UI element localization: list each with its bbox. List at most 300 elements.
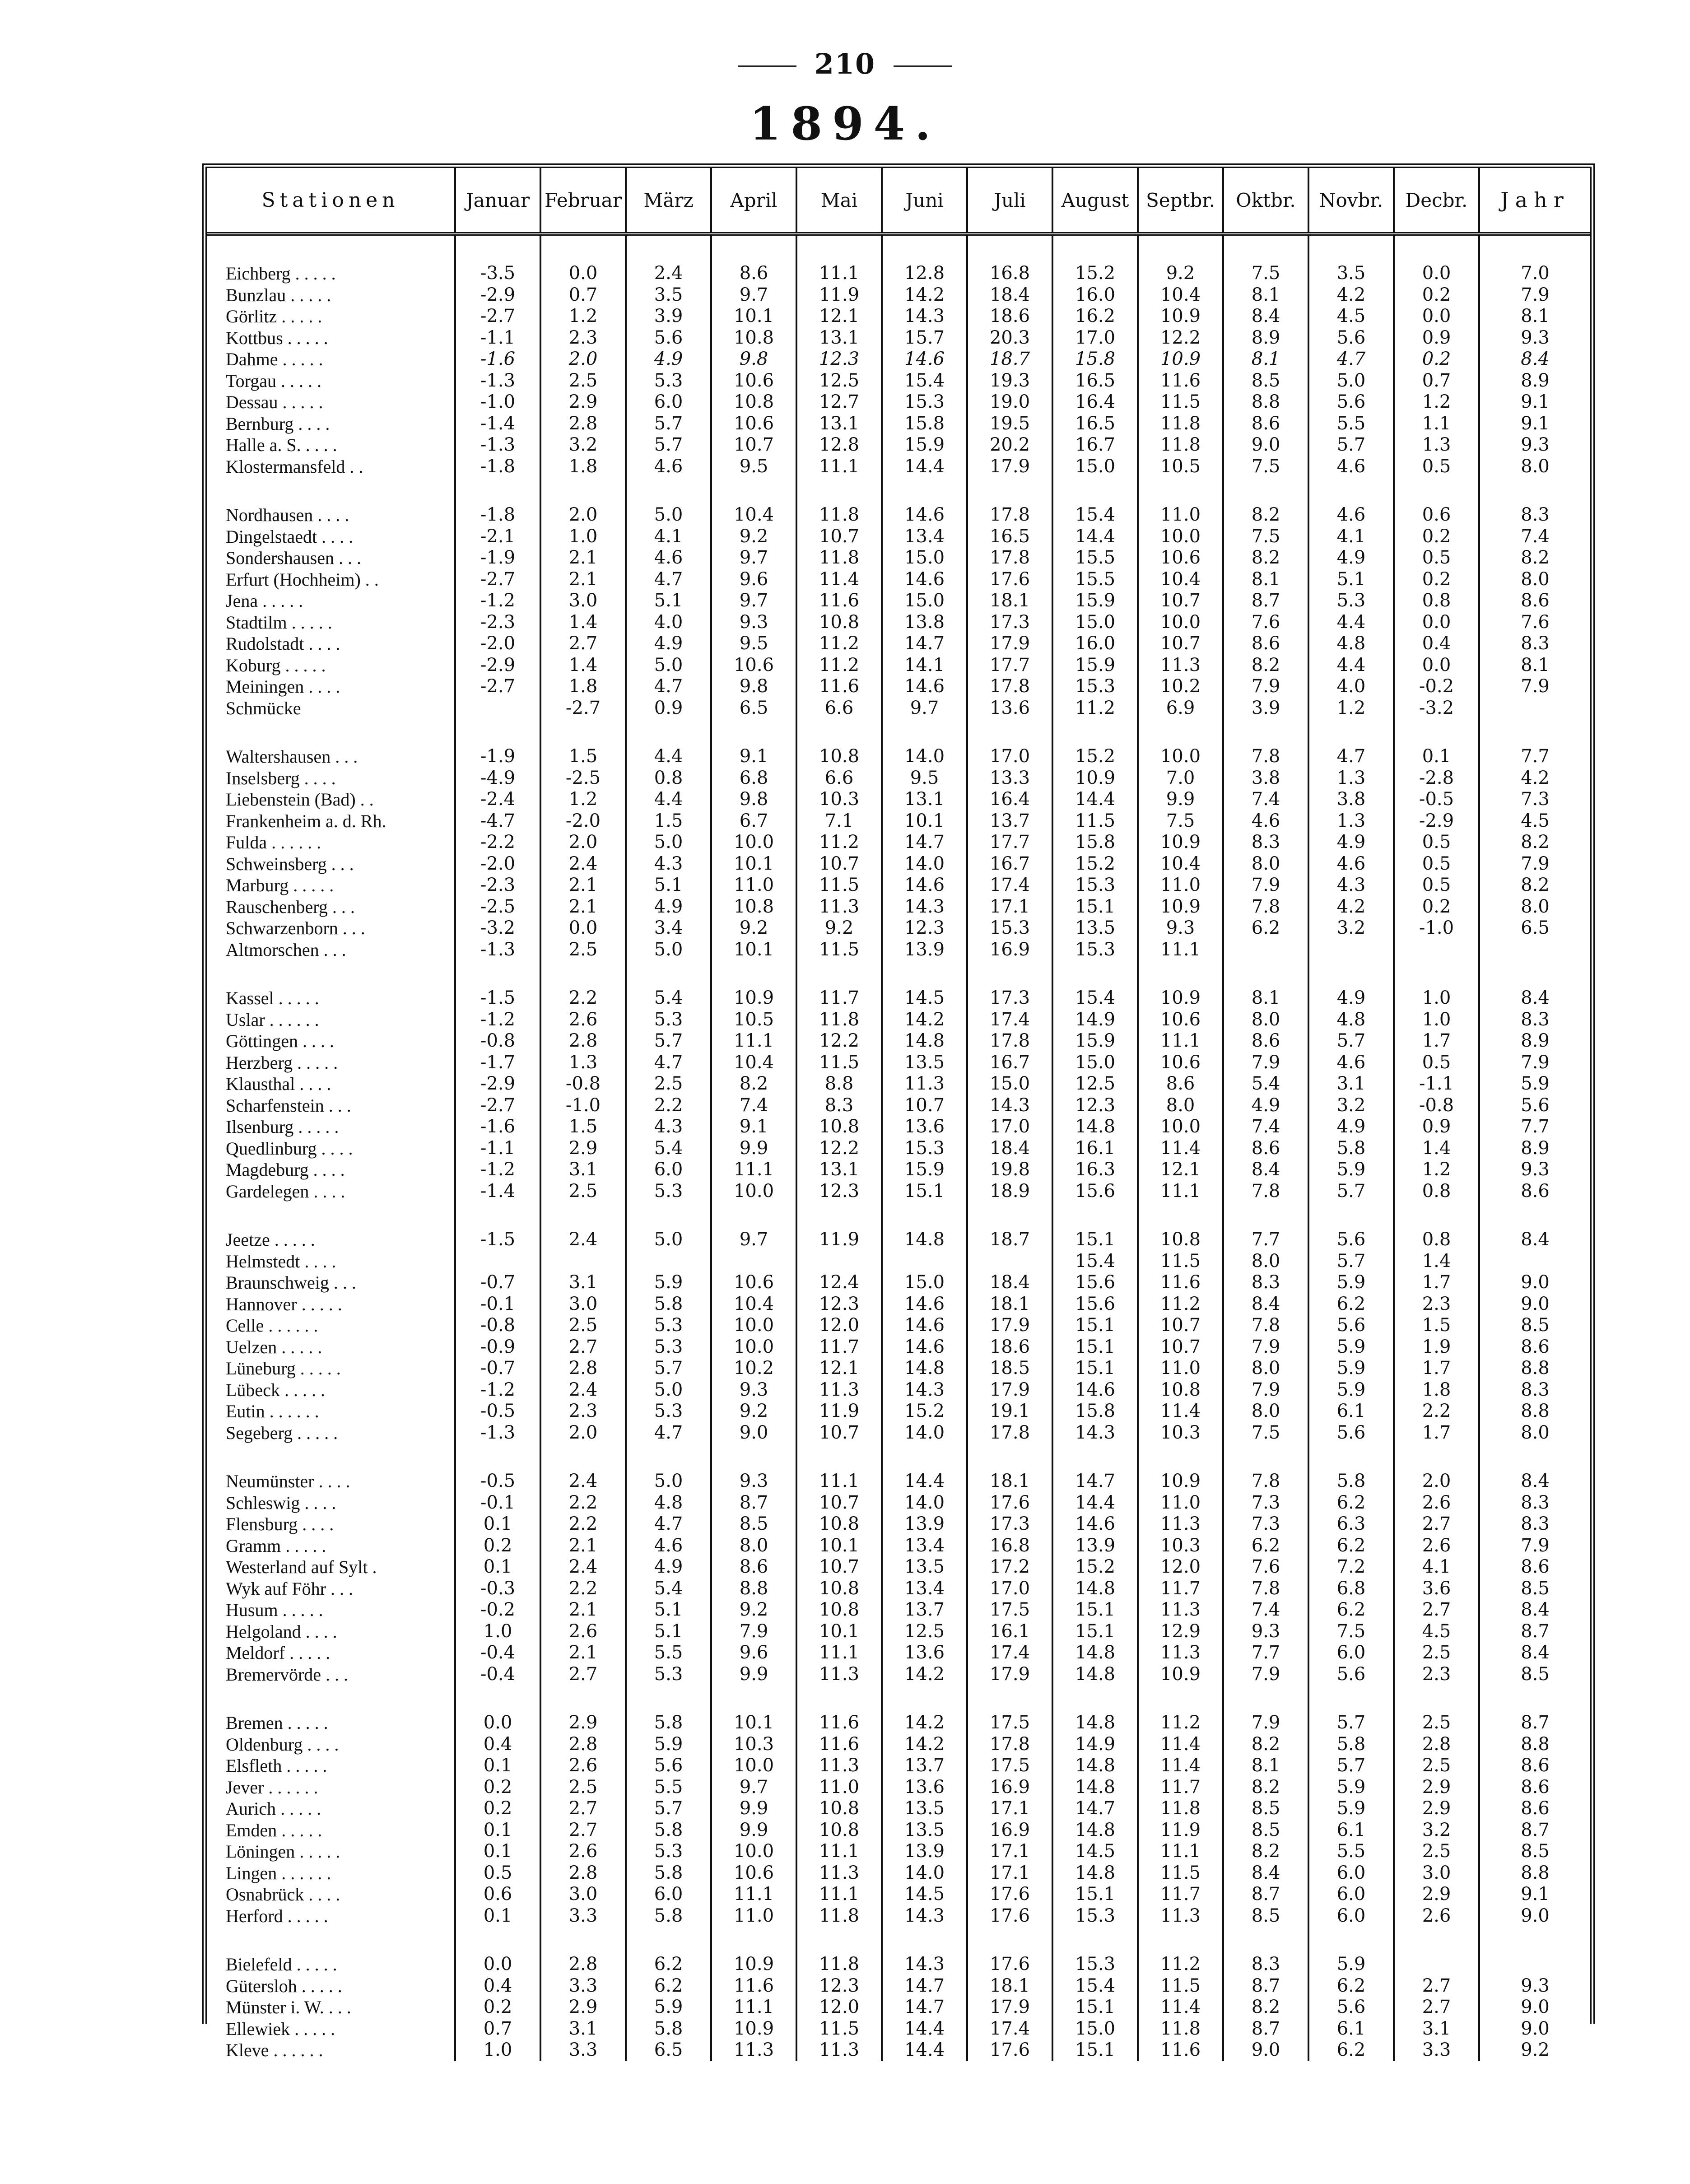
month-value: 4.3: [626, 853, 711, 875]
month-value: 10.9: [1138, 349, 1223, 370]
month-value: 11.8: [796, 1009, 882, 1031]
month-value: 9.5: [711, 456, 796, 478]
station-name: Rauschenberg . . .: [207, 896, 455, 918]
month-value: 14.6: [882, 569, 967, 591]
month-value: 0.0: [1394, 263, 1479, 284]
station-name: Wyk auf Föhr . . .: [207, 1578, 455, 1600]
month-value: 5.9: [1308, 1798, 1394, 1820]
header-row: [207, 168, 1590, 234]
month-value: 1.7: [1394, 1422, 1479, 1444]
month-value: 8.4: [1223, 1863, 1308, 1884]
month-value: 7.9: [1223, 1664, 1308, 1686]
spacer-cell: [626, 960, 711, 987]
month-value: 6.2: [1308, 2040, 1394, 2061]
station-name: Schleswig . . . .: [207, 1492, 455, 1514]
month-value: 2.1: [540, 1599, 626, 1621]
month-value: 3.5: [626, 284, 711, 306]
month-value: 17.0: [967, 746, 1052, 768]
month-value: 14.2: [882, 1009, 967, 1031]
station-name: Braunschweig . . .: [207, 1272, 455, 1294]
month-value: 1.0: [1394, 987, 1479, 1009]
spacer-cell: [1479, 1444, 1590, 1471]
year-value: 8.0: [1521, 456, 1550, 477]
month-value: 2.1: [540, 1535, 626, 1557]
spacer-cell: [1308, 960, 1394, 987]
month-value: 0.2: [455, 1777, 540, 1798]
month-value: 17.1: [967, 1841, 1052, 1863]
month-value: 8.6: [1223, 1138, 1308, 1160]
spacer-cell: [1308, 477, 1394, 504]
spacer-cell: [207, 477, 455, 504]
month-value: 19.1: [967, 1401, 1052, 1422]
month-value: 17.1: [967, 1798, 1052, 1820]
month-value: 9.5: [711, 633, 796, 655]
month-value: 17.9: [967, 1664, 1052, 1686]
month-value: 8.2: [1223, 504, 1308, 526]
month-value: 7.9: [1223, 1052, 1308, 1074]
group-spacer: [207, 477, 1590, 504]
month-value: 15.3: [1052, 1905, 1138, 1927]
station-name: Osnabrück . . . .: [207, 1884, 455, 1905]
month-value: -0.7: [455, 1272, 540, 1294]
month-value: 4.4: [1308, 655, 1394, 676]
month-value: 11.1: [711, 1997, 796, 2018]
month-value: -1.2: [455, 590, 540, 612]
spacer-cell: [455, 1685, 540, 1712]
month-value: 11.3: [796, 1863, 882, 1884]
station-name: Segeberg . . . . .: [207, 1422, 455, 1444]
month-value: 2.2: [540, 1513, 626, 1535]
month-value: 8.6: [1223, 633, 1308, 655]
month-value: 11.3: [796, 1755, 882, 1777]
table-row: [207, 875, 1590, 896]
month-value: 17.8: [967, 1030, 1052, 1052]
table-row: [207, 504, 1590, 526]
month-value: 19.3: [967, 370, 1052, 392]
table-row: [207, 1030, 1590, 1052]
month-value: 0.5: [1394, 1052, 1479, 1074]
year-value: 9.1: [1521, 413, 1550, 434]
month-value: 1.7: [1394, 1272, 1479, 1294]
month-value: 14.0: [882, 746, 967, 768]
month-value: 5.6: [626, 327, 711, 349]
month-value: 8.5: [711, 1513, 796, 1535]
month-value: 6.0: [1308, 1884, 1394, 1905]
spacer-cell: [796, 1444, 882, 1471]
header-cell: Novbr.: [1308, 168, 1394, 234]
month-value: 15.1: [1052, 1884, 1138, 1905]
month-value: 14.5: [882, 1884, 967, 1905]
year-value: 9.0: [1521, 1997, 1550, 2018]
month-value: 17.3: [967, 612, 1052, 633]
month-value: 10.7: [882, 1095, 967, 1117]
month-value: 10.4: [1138, 284, 1223, 306]
month-value: 14.8: [882, 1229, 967, 1251]
month-value: 12.3: [796, 1975, 882, 1997]
table-row: [207, 789, 1590, 810]
month-value: 7.5: [1223, 263, 1308, 284]
month-value: 8.2: [1223, 1777, 1308, 1798]
month-value: 11.4: [1138, 1401, 1223, 1422]
month-value: 15.3: [1052, 1954, 1138, 1975]
month-value: [1394, 939, 1479, 961]
month-value: 5.0: [626, 1379, 711, 1401]
month-value: 11.1: [796, 263, 882, 284]
spacer-cell: [1394, 1927, 1479, 1954]
month-value: 8.7: [711, 1492, 796, 1514]
month-value: 11.3: [796, 1664, 882, 1686]
month-value: 8.6: [1223, 413, 1308, 435]
month-value: 6.1: [1308, 2018, 1394, 2040]
month-value: 5.6: [1308, 391, 1394, 413]
table-row: [207, 1009, 1590, 1031]
month-value: 8.2: [1223, 655, 1308, 676]
month-value: 3.1: [1308, 1073, 1394, 1095]
spacer-cell: [1052, 1927, 1138, 1954]
month-value: 4.1: [626, 526, 711, 548]
month-value: 3.6: [1394, 1578, 1479, 1600]
month-value: 4.9: [626, 1556, 711, 1578]
month-value: 11.4: [1138, 1734, 1223, 1756]
station-name: Löningen . . . . .: [207, 1841, 455, 1863]
month-value: 11.3: [1138, 1642, 1223, 1664]
table-row: [207, 1181, 1590, 1202]
table-row: [207, 698, 1590, 719]
month-value: 7.8: [1223, 746, 1308, 768]
month-value: 10.9: [711, 987, 796, 1009]
year-value: 9.0: [1521, 1272, 1550, 1293]
month-value: -1.0: [455, 391, 540, 413]
month-value: 11.5: [1138, 1863, 1223, 1884]
month-value: 5.6: [626, 1755, 711, 1777]
month-value: 10.6: [1138, 1052, 1223, 1074]
table-row: [207, 655, 1590, 676]
month-value: 11.1: [711, 1030, 796, 1052]
month-value: 13.5: [1052, 917, 1138, 939]
month-value: 6.0: [1308, 1863, 1394, 1884]
month-value: 4.6: [626, 547, 711, 569]
month-value: 4.4: [626, 789, 711, 810]
table-row: [207, 1159, 1590, 1181]
month-value: [1394, 1954, 1479, 1975]
month-value: 11.4: [1138, 1997, 1223, 2018]
station-name: Schweinsberg . . .: [207, 853, 455, 875]
month-value: 8.0: [1223, 853, 1308, 875]
year-value: 8.4: [1521, 1599, 1550, 1621]
month-value: 2.9: [1394, 1884, 1479, 1905]
month-value: 14.6: [882, 1315, 967, 1336]
table-row: [207, 284, 1590, 306]
month-value: 1.5: [1394, 1315, 1479, 1336]
month-value: 17.8: [967, 1422, 1052, 1444]
month-value: 12.4: [796, 1272, 882, 1294]
month-value: 1.1: [1394, 413, 1479, 435]
station-name: Meldorf . . . . .: [207, 1642, 455, 1664]
table-row: [207, 1863, 1590, 1884]
month-value: 11.3: [1138, 1513, 1223, 1535]
month-value: 9.8: [711, 676, 796, 698]
month-value: 10.9: [1138, 1664, 1223, 1686]
month-value: 1.3: [1308, 768, 1394, 789]
spacer-cell: [207, 234, 455, 263]
month-value: 16.8: [967, 1535, 1052, 1557]
group-spacer: [207, 1444, 1590, 1471]
month-value: 14.9: [1052, 1009, 1138, 1031]
spacer-cell: [711, 1444, 796, 1471]
month-value: 5.1: [1308, 569, 1394, 591]
spacer-cell: [711, 1202, 796, 1229]
month-value: 11.7: [1138, 1777, 1223, 1798]
month-value: 10.8: [796, 1578, 882, 1600]
month-value: 16.7: [967, 1052, 1052, 1074]
month-value: 7.9: [711, 1621, 796, 1643]
month-value: 14.1: [882, 655, 967, 676]
header-cell: Jahr: [1479, 168, 1590, 234]
year-value: 8.3: [1521, 1513, 1550, 1535]
month-value: 5.4: [626, 987, 711, 1009]
table-row: [207, 569, 1590, 591]
month-value: 5.9: [626, 1272, 711, 1294]
month-value: 15.6: [1052, 1294, 1138, 1315]
month-value: 7.1: [796, 810, 882, 832]
table-row: [207, 1884, 1590, 1905]
month-value: 10.9: [711, 2018, 796, 2040]
month-value: 14.7: [1052, 1471, 1138, 1492]
station-name: Kottbus . . . . .: [207, 327, 455, 349]
month-value: 17.1: [967, 896, 1052, 918]
month-value: -0.5: [455, 1471, 540, 1492]
month-value: 7.6: [1223, 612, 1308, 633]
header-cell: Septbr.: [1138, 168, 1223, 234]
table-row: [207, 1642, 1590, 1664]
station-name: Lüneburg . . . . .: [207, 1358, 455, 1379]
month-value: 6.2: [626, 1975, 711, 1997]
month-value: -4.7: [455, 810, 540, 832]
table-row: [207, 547, 1590, 569]
month-value: 2.5: [540, 939, 626, 961]
month-value: 12.2: [796, 1138, 882, 1160]
month-value: 15.4: [1052, 504, 1138, 526]
month-value: 14.3: [882, 306, 967, 327]
month-value: 15.3: [882, 1138, 967, 1160]
month-value: 11.6: [796, 676, 882, 698]
month-value: 2.0: [540, 504, 626, 526]
month-value: 7.6: [1223, 1556, 1308, 1578]
month-value: 4.6: [1308, 456, 1394, 478]
month-value: 4.7: [1308, 349, 1394, 370]
month-value: 10.0: [1138, 746, 1223, 768]
month-value: 4.7: [626, 676, 711, 698]
spacer-cell: [626, 719, 711, 746]
spacer-cell: [207, 719, 455, 746]
month-value: 11.0: [1138, 1492, 1223, 1514]
month-value: 11.8: [796, 1954, 882, 1975]
month-value: 14.7: [1052, 1798, 1138, 1820]
month-value: 11.3: [796, 2040, 882, 2061]
month-value: 10.1: [711, 853, 796, 875]
month-value: 9.8: [711, 349, 796, 370]
month-value: 10.8: [711, 391, 796, 413]
month-value: 2.1: [540, 896, 626, 918]
month-value: 1.2: [1394, 391, 1479, 413]
station-name: Flensburg . . . .: [207, 1513, 455, 1535]
year-value: 8.9: [1521, 1137, 1550, 1159]
month-value: 7.5: [1223, 526, 1308, 548]
month-value: 2.2: [540, 1492, 626, 1514]
station-name: Schmücke: [207, 698, 455, 719]
month-value: 14.2: [882, 284, 967, 306]
month-value: 0.1: [455, 1513, 540, 1535]
table-row: [207, 1664, 1590, 1686]
month-value: 4.8: [626, 1492, 711, 1514]
month-value: 10.0: [711, 1841, 796, 1863]
month-value: 2.5: [540, 370, 626, 392]
month-value: 10.9: [1138, 306, 1223, 327]
table-row: [207, 413, 1590, 435]
month-value: 2.5: [540, 1315, 626, 1336]
month-value: 7.9: [1223, 1712, 1308, 1734]
month-value: 5.6: [1308, 1422, 1394, 1444]
month-value: -1.8: [455, 456, 540, 478]
station-name: Neumünster . . . .: [207, 1471, 455, 1492]
month-value: 13.9: [882, 939, 967, 961]
month-value: 5.6: [1308, 1229, 1394, 1251]
month-value: 0.5: [455, 1863, 540, 1884]
month-value: 2.9: [540, 1997, 626, 2018]
month-value: 2.1: [540, 547, 626, 569]
month-value: 15.1: [1052, 1315, 1138, 1336]
month-value: 4.6: [1223, 810, 1308, 832]
station-name: Herford . . . . .: [207, 1905, 455, 1927]
month-value: 17.4: [967, 2018, 1052, 2040]
month-value: 6.0: [1308, 1642, 1394, 1664]
month-value: 8.5: [1223, 1820, 1308, 1841]
month-value: 2.2: [540, 1578, 626, 1600]
month-value: 17.4: [967, 1642, 1052, 1664]
month-value: 5.0: [626, 504, 711, 526]
month-value: 1.0: [1394, 1009, 1479, 1031]
month-value: 2.1: [540, 875, 626, 896]
spacer-cell: [796, 477, 882, 504]
spacer-cell: [1138, 1444, 1223, 1471]
month-value: 15.4: [1052, 1251, 1138, 1272]
station-name: Jeetze . . . . .: [207, 1229, 455, 1251]
month-value: 8.5: [1223, 370, 1308, 392]
month-value: 14.6: [882, 676, 967, 698]
month-value: 8.5: [1223, 1905, 1308, 1927]
month-value: 7.5: [1138, 810, 1223, 832]
month-value: 15.8: [1052, 349, 1138, 370]
month-value: 0.1: [1394, 746, 1479, 768]
year-value: 7.9: [1521, 676, 1550, 697]
month-value: 15.1: [1052, 1229, 1138, 1251]
station-name: Celle . . . . . .: [207, 1315, 455, 1336]
month-value: 4.9: [1308, 547, 1394, 569]
station-name: Herzberg . . . . .: [207, 1052, 455, 1074]
month-value: 1.4: [1394, 1251, 1479, 1272]
year-value: 8.5: [1521, 1663, 1550, 1685]
month-value: 15.1: [1052, 1358, 1138, 1379]
table-row: [207, 1905, 1590, 1927]
month-value: 15.0: [882, 547, 967, 569]
spacer-cell: [1308, 1202, 1394, 1229]
station-name: Kassel . . . . .: [207, 987, 455, 1009]
month-value: 3.1: [540, 2018, 626, 2040]
spacer-cell: [1052, 234, 1138, 263]
table-row: [207, 1422, 1590, 1444]
month-value: 11.1: [796, 1884, 882, 1905]
station-name: Husum . . . . .: [207, 1599, 455, 1621]
month-value: 5.5: [626, 1642, 711, 1664]
month-value: 16.0: [1052, 284, 1138, 306]
month-value: 2.4: [626, 263, 711, 284]
month-value: 2.1: [540, 569, 626, 591]
month-value: 5.1: [626, 590, 711, 612]
month-value: 4.7: [1308, 746, 1394, 768]
spacer-cell: [626, 1685, 711, 1712]
month-value: 0.7: [1394, 370, 1479, 392]
month-value: 12.3: [1052, 1095, 1138, 1117]
month-value: 15.7: [882, 327, 967, 349]
station-name: Gardelegen . . . .: [207, 1181, 455, 1202]
month-value: 14.4: [882, 2018, 967, 2040]
month-value: 9.9: [711, 1138, 796, 1160]
month-value: 5.7: [1308, 1755, 1394, 1777]
header-cell: Februar: [540, 168, 626, 234]
month-value: 10.0: [711, 1755, 796, 1777]
month-value: 11.7: [796, 987, 882, 1009]
month-value: 5.7: [1308, 1030, 1394, 1052]
station-name: Ilsenburg . . . . .: [207, 1116, 455, 1138]
year-value: 8.5: [1521, 1578, 1550, 1599]
station-name: Westerland auf Sylt .: [207, 1556, 455, 1578]
month-value: 17.9: [967, 456, 1052, 478]
spacer-cell: [540, 477, 626, 504]
month-value: 7.5: [1223, 456, 1308, 478]
month-value: 4.8: [1308, 1009, 1394, 1031]
month-value: 0.6: [455, 1884, 540, 1905]
month-value: 8.1: [1223, 284, 1308, 306]
month-value: 14.0: [882, 1492, 967, 1514]
month-value: 15.1: [1052, 1621, 1138, 1643]
month-value: 14.8: [1052, 1642, 1138, 1664]
spacer-cell: [1479, 960, 1590, 987]
station-name: Uelzen . . . . .: [207, 1336, 455, 1358]
month-value: 11.6: [1138, 370, 1223, 392]
month-value: 5.0: [626, 655, 711, 676]
month-value: 11.6: [1138, 2040, 1223, 2061]
month-value: 17.6: [967, 1954, 1052, 1975]
month-value: 17.9: [967, 1315, 1052, 1336]
table-row: [207, 1621, 1590, 1643]
month-value: 11.0: [1138, 504, 1223, 526]
month-value: 8.2: [1223, 547, 1308, 569]
month-value: 15.0: [882, 590, 967, 612]
month-value: 0.4: [1394, 633, 1479, 655]
month-value: 6.2: [1223, 917, 1308, 939]
month-value: 6.5: [711, 698, 796, 719]
month-value: 14.6: [882, 1336, 967, 1358]
month-value: 16.4: [1052, 391, 1138, 413]
month-value: 2.8: [1394, 1734, 1479, 1756]
spacer-cell: [796, 960, 882, 987]
month-value: -1.1: [455, 327, 540, 349]
month-value: 7.3: [1223, 1513, 1308, 1535]
month-value: 8.6: [711, 1556, 796, 1578]
spacer-cell: [1394, 1444, 1479, 1471]
month-value: -0.8: [455, 1030, 540, 1052]
spacer-cell: [1223, 1927, 1308, 1954]
